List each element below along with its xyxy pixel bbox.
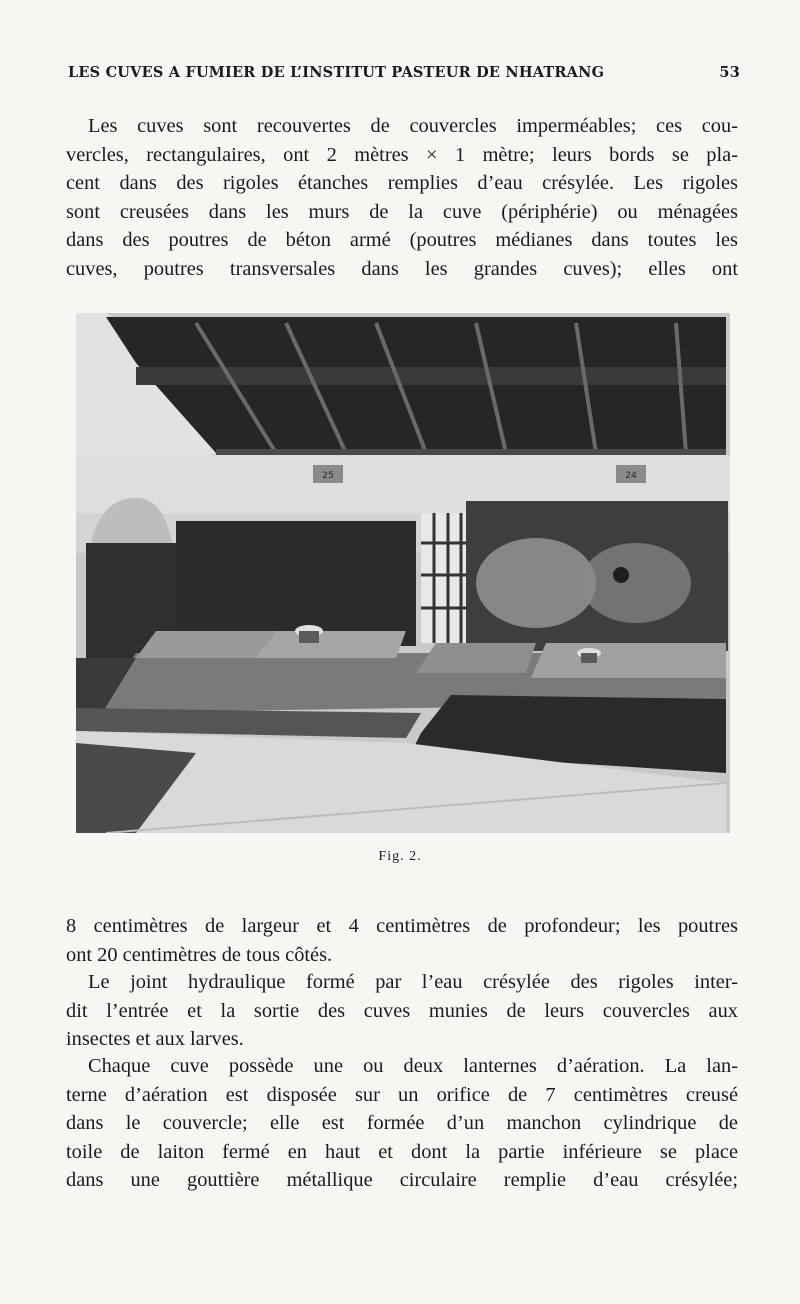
text-line: sont creusées dans les murs de la cuve (périphérie) ou ménagées [66, 200, 738, 223]
plate-number-24: 24 [625, 471, 637, 481]
running-title: LES CUVES A FUMIER DE L’INSTITUT PASTEUR DE NHATRANG [68, 64, 605, 81]
text-line: Les cuves sont recouvertes de couvercles imperméables; ces cou- [88, 115, 738, 137]
text-line: cuves, poutres transversales dans les grandes cuves); elles ont [66, 257, 738, 280]
manure-tanks-photo [76, 313, 730, 833]
text-line: ont 20 centimètres de tous côtés. [66, 943, 333, 966]
text-line: insectes et aux larves. [66, 1028, 244, 1050]
figure-caption: Fig. 2. [378, 849, 422, 864]
text-line: Chaque cuve possède une ou deux lanternes d’aération. La lan- [88, 1055, 738, 1077]
running-header [68, 64, 740, 81]
paragraph-3 [66, 968, 738, 1054]
text-line: dans une gouttière métallique circulaire remplie d’eau crésylée; [66, 1169, 738, 1191]
text-line: toile de laiton fermé en haut et dont la partie inférieure se place [66, 1140, 738, 1163]
paragraph-4 [66, 1052, 738, 1195]
page-number: 53 [719, 64, 740, 81]
paragraph-1 [66, 112, 738, 283]
text-line: vercles, rectangulaires, ont 2 mètres × 1 mètre; leurs bords se pla- [66, 143, 738, 166]
figure-photograph [76, 313, 730, 833]
text-line: dit l’entrée et la sortie des cuves munies de leurs couvercles aux [66, 999, 738, 1022]
text-line: cent dans des rigoles étanches remplies d’eau crésylée. Les rigoles [66, 172, 738, 194]
plate-number-25: 25 [322, 471, 334, 481]
text-line: terne d’aération est disposée sur un orifice de 7 centimètres creusé [66, 1083, 738, 1106]
text-line: 8 centimètres de largeur et 4 centimètres de profondeur; les poutres [66, 915, 738, 937]
text-line: Le joint hydraulique formé par l’eau crésylée des rigoles inter- [88, 971, 738, 993]
text-line: dans des poutres de béton armé (poutres médianes dans toutes les [66, 229, 738, 251]
text-line: dans le couvercle; elle est formée d’un manchon cylindrique de [66, 1112, 738, 1134]
paragraph-2 [66, 912, 738, 969]
